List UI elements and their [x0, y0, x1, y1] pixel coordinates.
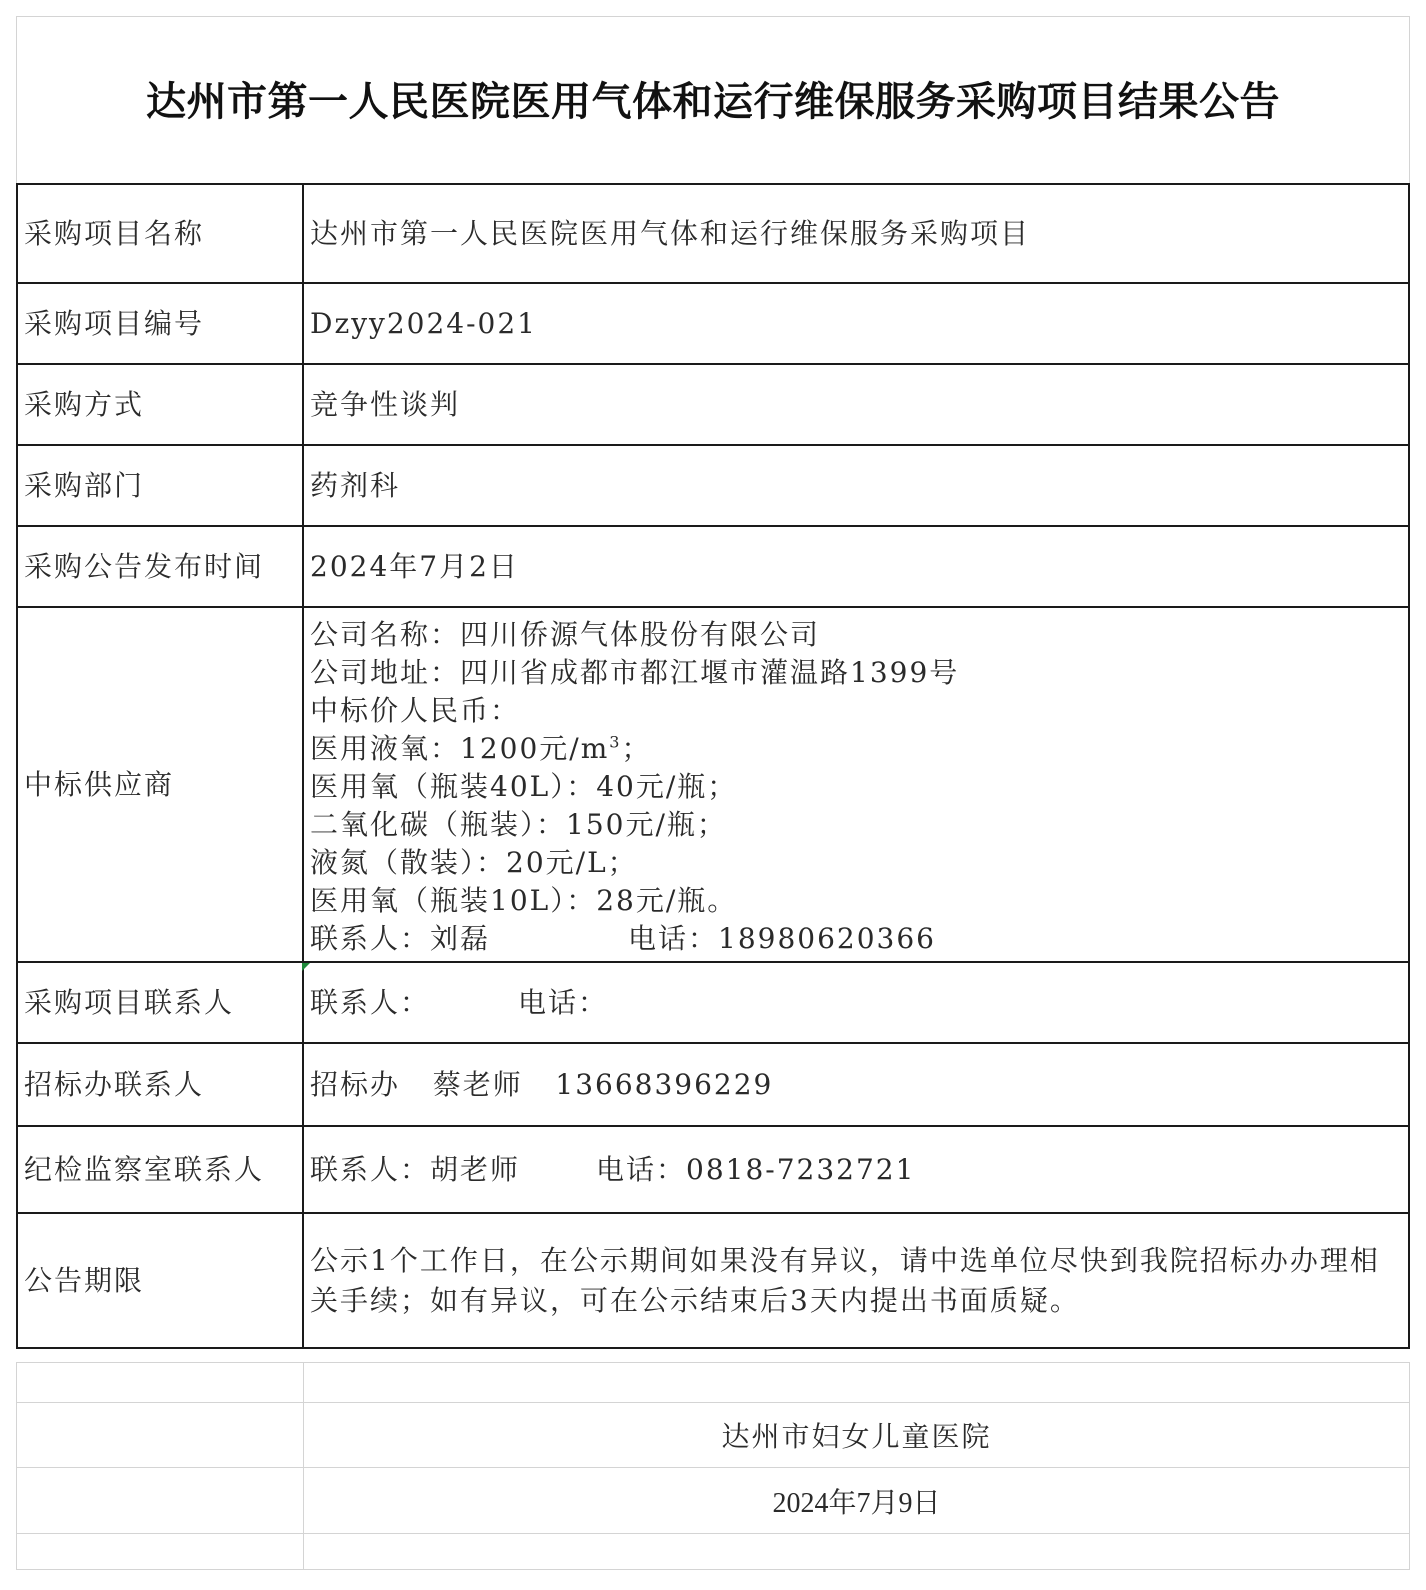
project-number-label: 采购项目编号	[17, 283, 303, 364]
notice-period-value: 公示1个工作日，在公示期间如果没有异议，请中选单位尽快到我院招标办办理相关手续；如有异议，可在公示结束后3天内提出书面质疑。	[303, 1213, 1409, 1348]
winner-contact: 联系人：刘磊	[310, 922, 491, 955]
bid-office-label: 招标办联系人	[17, 1043, 303, 1126]
project-name-value: 达州市第一人民医院医用气体和运行维保服务采购项目	[303, 184, 1409, 283]
supervision-value	[303, 1126, 1409, 1213]
announcement-sheet	[16, 16, 1410, 1583]
table-row	[17, 1534, 1410, 1570]
winner-company-name: 公司名称：四川侨源气体股份有限公司	[310, 618, 821, 651]
publish-date-value: 2024年7月2日	[303, 526, 1409, 607]
bid-office-value: 招标办 蔡老师 13668396229	[303, 1043, 1409, 1126]
footer-table	[16, 1362, 1410, 1570]
table-row	[17, 1043, 1409, 1126]
table-row	[17, 1403, 1410, 1468]
project-number-value: Dzyy2024-021	[303, 283, 1409, 364]
method-label: 采购方式	[17, 364, 303, 445]
department-value: 药剂科	[303, 445, 1409, 526]
table-row	[17, 283, 1409, 364]
table-row	[17, 364, 1409, 445]
winner-price-oxygen-10l: 医用氧（瓶装10L）：28元/瓶。	[310, 884, 738, 917]
table-row	[17, 1213, 1409, 1348]
project-contact-label: 采购项目联系人	[17, 962, 303, 1043]
department-label: 采购部门	[17, 445, 303, 526]
cell-comment-marker-icon	[302, 963, 310, 971]
supervision-label: 纪检监察室联系人	[17, 1126, 303, 1213]
notice-period-label: 公告期限	[17, 1213, 303, 1348]
supervision-phone: 电话：0818-7232721	[596, 1152, 916, 1186]
table-row	[17, 1468, 1410, 1534]
project-contact-value	[303, 962, 1409, 1043]
winner-price-oxygen-40l: 医用氧（瓶装40L）：40元/瓶；	[310, 770, 738, 803]
page-title: 达州市第一人民医院医用气体和运行维保服务采购项目结果公告	[146, 77, 1280, 125]
method-value: 竞争性谈判	[303, 364, 1409, 445]
winner-phone: 电话：18980620366	[628, 922, 936, 955]
footer-organization: 达州市妇女儿童医院	[304, 1403, 1410, 1468]
winner-price-co2: 二氧化碳（瓶装）：150元/瓶；	[310, 808, 727, 841]
winner-details	[303, 607, 1409, 962]
winner-label: 中标供应商	[17, 607, 303, 962]
table-row	[17, 1126, 1409, 1213]
table-row	[17, 526, 1409, 607]
publish-date-label: 采购公告发布时间	[17, 526, 303, 607]
announcement-table	[16, 183, 1410, 1349]
winner-price-heading: 中标价人民币：	[310, 694, 521, 727]
table-row	[17, 445, 1409, 526]
winner-contact-line	[310, 920, 1408, 958]
table-row	[17, 184, 1409, 283]
winner-company-address: 公司地址：四川省成都市都江堰市灌温路1399号	[310, 656, 960, 689]
table-row	[17, 962, 1409, 1043]
project-name-label: 采购项目名称	[17, 184, 303, 283]
table-row	[17, 1363, 1410, 1403]
title-cell	[16, 16, 1410, 183]
project-contact-phone: 电话：	[518, 985, 609, 1019]
project-contact-person: 联系人：	[310, 985, 431, 1019]
winner-price-liquid-nitrogen: 液氮（散装）：20元/L；	[310, 846, 638, 879]
supervision-contact: 联系人：胡老师	[310, 1152, 521, 1186]
table-row	[17, 607, 1409, 962]
winner-price-liquid-oxygen: 医用液氧：1200元$/m^3$；	[310, 732, 652, 765]
footer-date: 2024年7月9日	[304, 1468, 1410, 1534]
